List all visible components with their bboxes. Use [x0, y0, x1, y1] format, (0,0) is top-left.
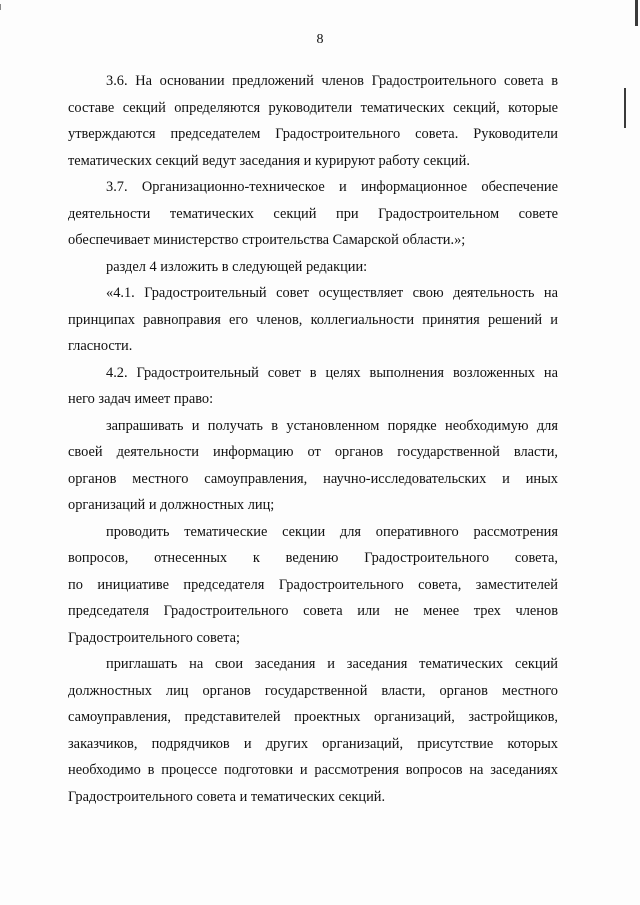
text-line: Градостроительного совета;: [68, 629, 240, 646]
text-line: самоуправления, представителей проектных организаций, застройщиков,: [68, 709, 558, 725]
text-line: проводить тематические секции для оперативного рассмотрения: [106, 523, 558, 540]
text-line: необходимо в процессе подготовки и рассмотрения вопросов на заседаниях: [68, 762, 558, 778]
text-line: вопросов, отнесенных к ведению Градостроительного совета,: [68, 550, 558, 566]
text-line: запрашивать и получать в установленном порядке необходимую для: [106, 417, 558, 434]
text-line: приглашать на свои заседания и заседания тематических секций: [106, 656, 558, 672]
text-line: 3.6. На основании предложений членов Градостроительного совета в: [106, 73, 558, 89]
paragraph-3-6: [68, 68, 558, 174]
text-line: него задач имеет право:: [68, 391, 214, 407]
text-line: органов местного самоуправления, научно-исследовательских и иных: [68, 470, 558, 487]
text-line: своей деятельности информацию от органов государственной власти,: [68, 444, 558, 460]
paragraph-right-invite: [68, 651, 558, 810]
text-line: гласности.: [68, 338, 133, 354]
text-line: председателя Градостроительного совета или не менее трех членов: [68, 603, 558, 619]
paragraph-section-4-intro: [68, 254, 558, 281]
document-body: [68, 68, 558, 810]
scan-edge-mark: [635, 0, 638, 26]
paragraph-4-1: [68, 280, 558, 360]
text-line: составе секций определяются руководители тематических секций, которые: [68, 99, 558, 116]
text-line: 4.2. Градостроительный совет в целях выполнения возложенных на: [106, 364, 558, 381]
paragraph-4-2: [68, 360, 558, 413]
paragraph-right-thematic-sections: [68, 519, 558, 652]
page-number: 8: [316, 32, 324, 47]
text-line: Градостроительного совета и тематических секций.: [68, 788, 386, 805]
text-line: раздел 4 изложить в следующей редакции:: [106, 258, 368, 275]
text-line: по инициативе председателя Градостроительного совета, заместителей: [68, 576, 558, 593]
text-line: 3.7. Организационно-техническое и информационное обеспечение: [106, 179, 558, 195]
text-line: деятельности тематических секций при Градостроительном совете: [68, 205, 558, 222]
scan-edge-mark: [0, 4, 1, 10]
text-line: организаций и должностных лиц;: [68, 497, 275, 513]
text-line: утверждаются председателем Градостроительного совета. Руководители: [68, 126, 558, 142]
scan-edge-mark: [624, 88, 626, 128]
text-line: заказчиков, подрядчиков и других организаций, присутствие которых: [68, 735, 558, 752]
text-line: обеспечивает министерство строительства Самарской области.»;: [68, 232, 466, 248]
text-line: «4.1. Градостроительный совет осуществляет свою деятельность на: [106, 285, 558, 301]
paragraph-right-request-info: [68, 413, 558, 519]
text-line: должностных лиц органов государственной власти, органов местного: [68, 682, 558, 699]
paragraph-3-7: [68, 174, 558, 254]
text-line: принципах равноправия его членов, коллегиальности принятия решений и: [68, 311, 558, 328]
text-line: тематических секций ведут заседания и курируют работу секций.: [68, 152, 470, 169]
